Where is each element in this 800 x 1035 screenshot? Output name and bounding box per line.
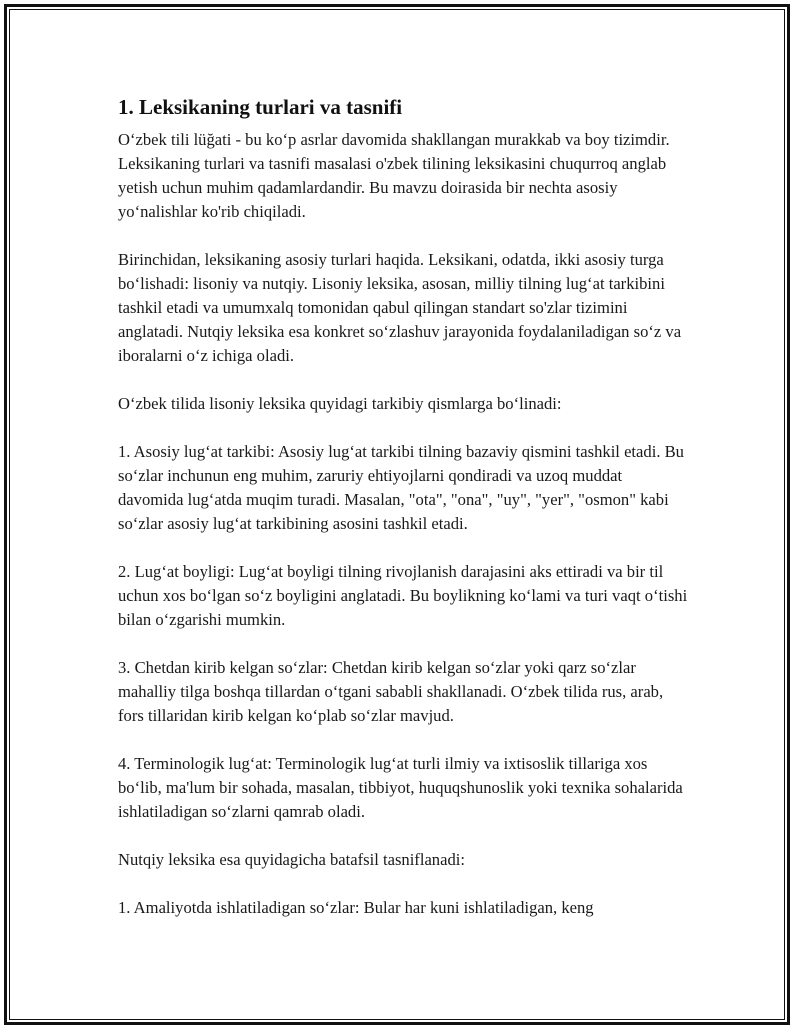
paragraph-lisoniy-intro: O‘zbek tilida lisoniy leksika quyidagi tarkibiy qismlarga bo‘linadi: (118, 394, 562, 413)
paragraph-item-1: 1. Asosiy lug‘at tarkibi: Asosiy lug‘at tarkibi tilning bazaviy qismini tashkil etadi. Bu so‘zlar inchunun eng muhim, zaruriy ehtiyojlarni qondiradi va uzoq muddat davomida lug‘atda muqim turadi. Masalan, "ota", "ona", "uy", "yer", "osmon" kabi so‘zlar asosiy lug‘at tarkibining asosini tashkil etadi. (118, 442, 684, 533)
section-heading: 1. Leksikaning turlari va tasnifi (118, 95, 403, 119)
paragraph-nutqiy-item-1: 1. Amaliyotda ishlatiladigan so‘zlar: Bular har kuni ishlatiladigan, keng (118, 898, 594, 917)
paragraph-intro: O‘zbek tili lüğati - bu ko‘p asrlar davomida shakllangan murakkab va boy tizimdir. Leksikaning turlari va tasnifi masalasi o'zbek tilining leksikasini chuqurroq anglab yetish uchun muhim qadamlardandir. Bu mavzu doirasida bir nechta asosiy yo‘nalishlar ko'rib chiqiladi. (118, 130, 670, 221)
paragraph-item-2: 2. Lug‘at boyligi: Lug‘at boyligi tilning rivojlanish darajasini aks ettiradi va bir til uchun xos bo‘lgan so‘z boyligini anglatadi. Bu boylikning ko‘lami va turi vaqt o‘tishi bilan o‘zgarishi mumkin. (118, 562, 688, 629)
paragraph-item-3: 3. Chetdan kirib kelgan so‘zlar: Chetdan kirib kelgan so‘zlar yoki qarz so‘zlar mahalliy tilga boshqa tillardan o‘tgani sababli shakllanadi. O‘zbek tilida rus, arab, fors tillaridan kirib kelgan ko‘plab so‘zlar mavjud. (118, 658, 664, 725)
paragraph-item-4: 4. Terminologik lug‘at: Terminologik lug‘at turli ilmiy va ixtisoslik tillariga xos bo‘lib, ma'lum bir sohada, masalan, tibbiyot, huquqshunoslik yoki texnika sohalarida ishlatiladigan so‘zlarni qamrab oladi. (118, 754, 683, 821)
paragraph-main-types: Birinchidan, leksikaning asosiy turlari haqida. Leksikani, odatda, ikki asosiy turga bo‘lishadi: lisoniy va nutqiy. Lisoniy leksika, asosan, milliy tilning lug‘at tarkibini tashkil etadi va umumxalq tomonidan qabul qilingan standart so'zlar tizimini anglatadi. Nutqiy leksika esa konkret so‘zlashuv jarayonida foydalaniladigan so‘z va iboralarni o‘z ichiga oladi. (118, 250, 682, 365)
paragraph-nutqiy-intro: Nutqiy leksika esa quyidagicha batafsil tasniflanadi: (118, 850, 465, 869)
document-body (118, 94, 690, 944)
